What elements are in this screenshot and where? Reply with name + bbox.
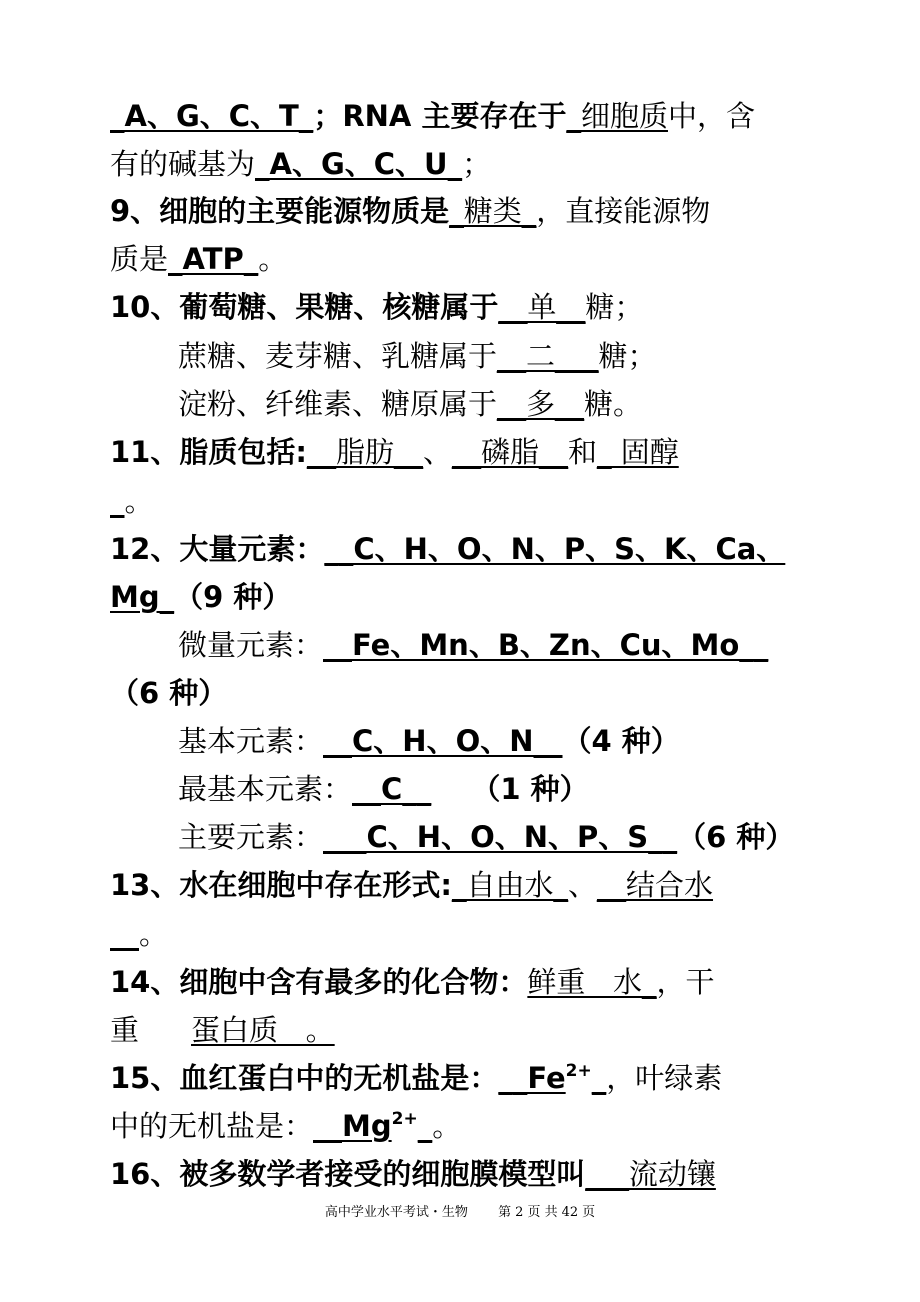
answer: _ [591, 1061, 607, 1095]
question-text: 15、血红蛋白中的无机盐是： [110, 1061, 499, 1095]
text: 中的无机盐是： [110, 1109, 314, 1143]
text: 蔗糖、麦芽糖、乳糖属于 [178, 339, 498, 373]
text: ；RNA 主要存在于 [313, 99, 567, 133]
text: （4 种） [562, 724, 680, 758]
answer: __C、H、O、N、P、S、K、Ca、 [324, 532, 786, 566]
question-text: 9、细胞的主要能源物质是 [110, 194, 450, 228]
question-text: 16、被多数学者接受的细胞膜模型叫 [110, 1157, 586, 1191]
answer: _A、G、C、T_ [110, 99, 314, 133]
text: ，干 [656, 965, 715, 999]
answer: ___流动镶 [585, 1157, 716, 1191]
text: 。 [139, 917, 169, 951]
superscript: 2+ [391, 1109, 418, 1129]
line-21 [110, 1060, 920, 1096]
text: 微量元素： [178, 628, 324, 662]
answer: __二___ [497, 339, 599, 373]
line-13 [110, 675, 920, 711]
answer: __磷脂__ [452, 435, 569, 469]
question-text: 13、水在细胞中存在形式: [110, 868, 452, 902]
text: 。 [432, 1109, 462, 1143]
answer: __Fe、Mn、B、Zn、Cu、Mo__ [323, 628, 769, 662]
answer: __脂肪__ [306, 435, 423, 469]
answer: _ [417, 1109, 433, 1143]
answer: _ [110, 484, 125, 518]
answer: _ATP_ [168, 242, 259, 276]
line-15 [178, 771, 920, 807]
text: 糖； [585, 290, 644, 324]
line-6 [178, 338, 920, 374]
line-2 [110, 146, 920, 182]
text: 主要元素： [178, 820, 324, 854]
line-8 [110, 434, 920, 470]
question-text: 10、葡萄糖、果糖、核糖属于 [110, 290, 499, 324]
text: 中，含 [667, 99, 755, 133]
superscript: 2+ [565, 1061, 592, 1081]
line-19 [110, 964, 920, 1000]
answer: _A、G、C、U_ [255, 147, 463, 181]
line-14 [178, 723, 920, 759]
answer: __C、H、O、N__ [323, 724, 563, 758]
text: 。 [124, 484, 154, 518]
line-4 [110, 241, 920, 277]
text: （1 种） [471, 772, 589, 806]
text: 糖； [598, 339, 657, 373]
line-11 [110, 579, 920, 615]
footer-suffix: 页 [582, 1205, 596, 1220]
answer: __C__ [352, 772, 432, 806]
footer-prefix: 第 [498, 1205, 512, 1220]
question-text: 12、大量元素： [110, 532, 325, 566]
answer: _糖类_ [449, 194, 537, 228]
line-5 [110, 289, 920, 325]
line-9 [110, 483, 920, 519]
text: 淀粉、纤维素、糖原属于 [178, 387, 498, 421]
answer: 蛋白质 。 [191, 1013, 335, 1047]
footer-page-number: 2 [515, 1205, 524, 1220]
answer: __结合水 [597, 868, 714, 902]
text: ，叶绿素 [606, 1061, 723, 1095]
text: （6 种） [677, 820, 795, 854]
text: 。 [258, 242, 288, 276]
line-7 [178, 386, 920, 422]
text: 最基本元素： [178, 772, 353, 806]
text: 糖。 [584, 387, 643, 421]
line-23 [110, 1156, 920, 1192]
question-text: 11、脂质包括: [110, 435, 307, 469]
footer-total-pages: 42 [561, 1205, 579, 1220]
text: 质是 [110, 242, 169, 276]
page-footer [0, 1204, 920, 1222]
text: （6 种） [110, 676, 228, 710]
line-12 [178, 627, 920, 663]
footer-mid: 页 共 [527, 1205, 558, 1220]
answer: __Mg [313, 1109, 392, 1143]
text: 基本元素： [178, 724, 324, 758]
text: ，直接能源物 [536, 194, 711, 228]
answer: __ [110, 917, 139, 951]
line-18 [110, 916, 920, 952]
text: （9 种） [174, 580, 292, 614]
text: 和 [568, 435, 598, 469]
answer: 鲜重 水_ [527, 965, 657, 999]
footer-title: 高中学业水平考试・生物 [324, 1205, 468, 1220]
answer: _细胞质 [566, 99, 668, 133]
answer: __多__ [497, 387, 585, 421]
answer: ___C、H、O、N、P、S__ [323, 820, 678, 854]
text: 、 [567, 868, 597, 902]
answer: __Fe [498, 1061, 566, 1095]
line-17 [110, 867, 920, 903]
text: 重 [110, 1013, 140, 1047]
answer: _自由水_ [451, 868, 568, 902]
line-16 [178, 819, 920, 855]
line-1 [110, 98, 920, 134]
line-3 [110, 193, 920, 229]
line-22 [110, 1108, 920, 1144]
text: 有的碱基为 [110, 147, 256, 181]
question-text: 14、细胞中含有最多的化合物： [110, 965, 528, 999]
answer: Mg_ [110, 580, 175, 614]
text: 、 [422, 435, 452, 469]
line-10 [110, 531, 920, 567]
answer: __单__ [498, 290, 586, 324]
line-20 [110, 1012, 920, 1048]
answer: _ 固醇 [597, 435, 679, 469]
text: ； [462, 147, 492, 181]
